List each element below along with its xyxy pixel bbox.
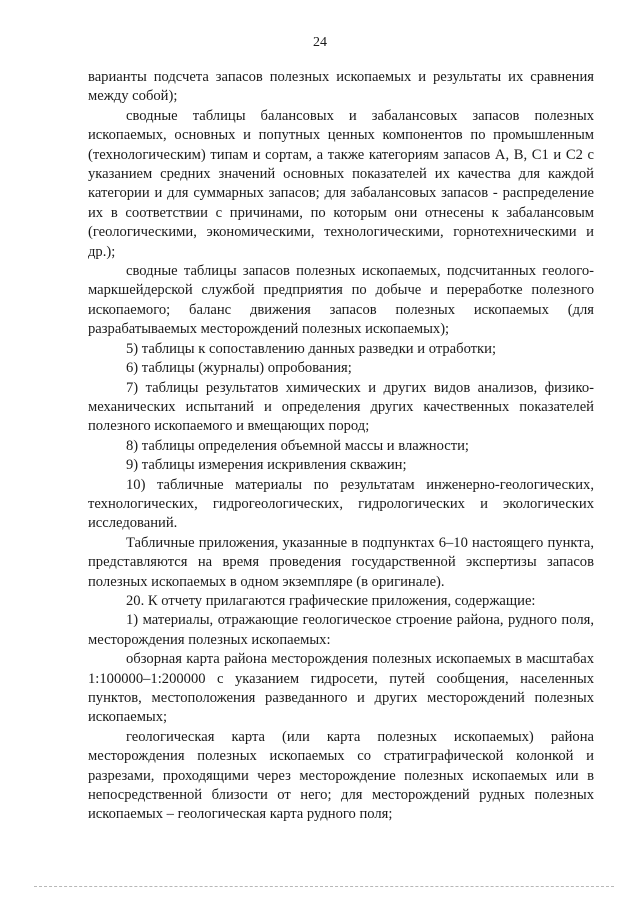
- list-item: 6) таблицы (журналы) опробования;: [126, 360, 352, 377]
- list-item: 9) таблицы измерения искривления скважин;: [126, 457, 407, 474]
- paragraph: геологическая карта (или карта полезных ископаемых) района месторождения полезных ископаемых со стратиграфической колонкой и разрезами, проходящими через месторождение полезных ископаемых или в непосредственной близости от него; для месторождений рудных полезных ископаемых – геологическая карта рудного поля;: [88, 728, 594, 823]
- page-number: 24: [313, 35, 327, 50]
- list-item: 1) материалы, отражающие геологическое строение района, рудного поля, месторождения полезных ископаемых:: [88, 612, 594, 648]
- paragraph: обзорная карта района месторождения полезных ископаемых в масштабах 1:100000–1:200000 с указанием гидросети, путей сообщения, населенных пунктов, местоположения разведанного и других месторождений полезных ископаемых;: [88, 651, 594, 726]
- list-item: 7) таблицы результатов химических и других видов анализов, физико-механических испытаний и определения других качественных показателей полезного ископаемого и вмещающих пород;: [88, 379, 594, 435]
- section-heading: 20. К отчету прилагаются графические приложения, содержащие:: [126, 592, 536, 609]
- list-item: 8) таблицы определения объемной массы и влажности;: [126, 437, 469, 454]
- paragraph: сводные таблицы балансовых и забалансовых запасов полезных ископаемых, основных и попутных ценных компонентов по промышленным (технологическим) типам и сортам, а также категориям запасов А, В, С1 и С2 с указанием средних значений основных показателей их качества для каждой категории и для суммарных запасов; для забалансовых запасов - распределение их в соответствии с причинами, по которым они отнесены к забалансовым (геологическими, экономическими, технологическими, горнотехническими и др.);: [88, 107, 594, 260]
- paragraph: варианты подсчета запасов полезных ископаемых и результаты их сравнения между собой);: [88, 69, 594, 105]
- list-item: 10) табличные материалы по результатам инженерно-геологических, технологических, гидрогеологических, гидрологических и экологических исследований.: [88, 476, 594, 532]
- list-item: 5) таблицы к сопоставлению данных разведки и отработки;: [126, 340, 497, 357]
- paragraph: Табличные приложения, указанные в подпунктах 6–10 настоящего пункта, представляются на время проведения государственной экспертизы запасов полезных ископаемых в одном экземпляре (в оригинале).: [88, 534, 594, 590]
- paragraph: сводные таблицы запасов полезных ископаемых, подсчитанных геолого-маркшейдерской службой предприятия по добыче и переработке полезного ископаемого; баланс движения запасов полезных ископаемых (для разрабатываемых месторождений полезных ископаемых);: [88, 263, 594, 338]
- scan-artifact-line: [34, 886, 614, 887]
- document-body: [88, 68, 594, 825]
